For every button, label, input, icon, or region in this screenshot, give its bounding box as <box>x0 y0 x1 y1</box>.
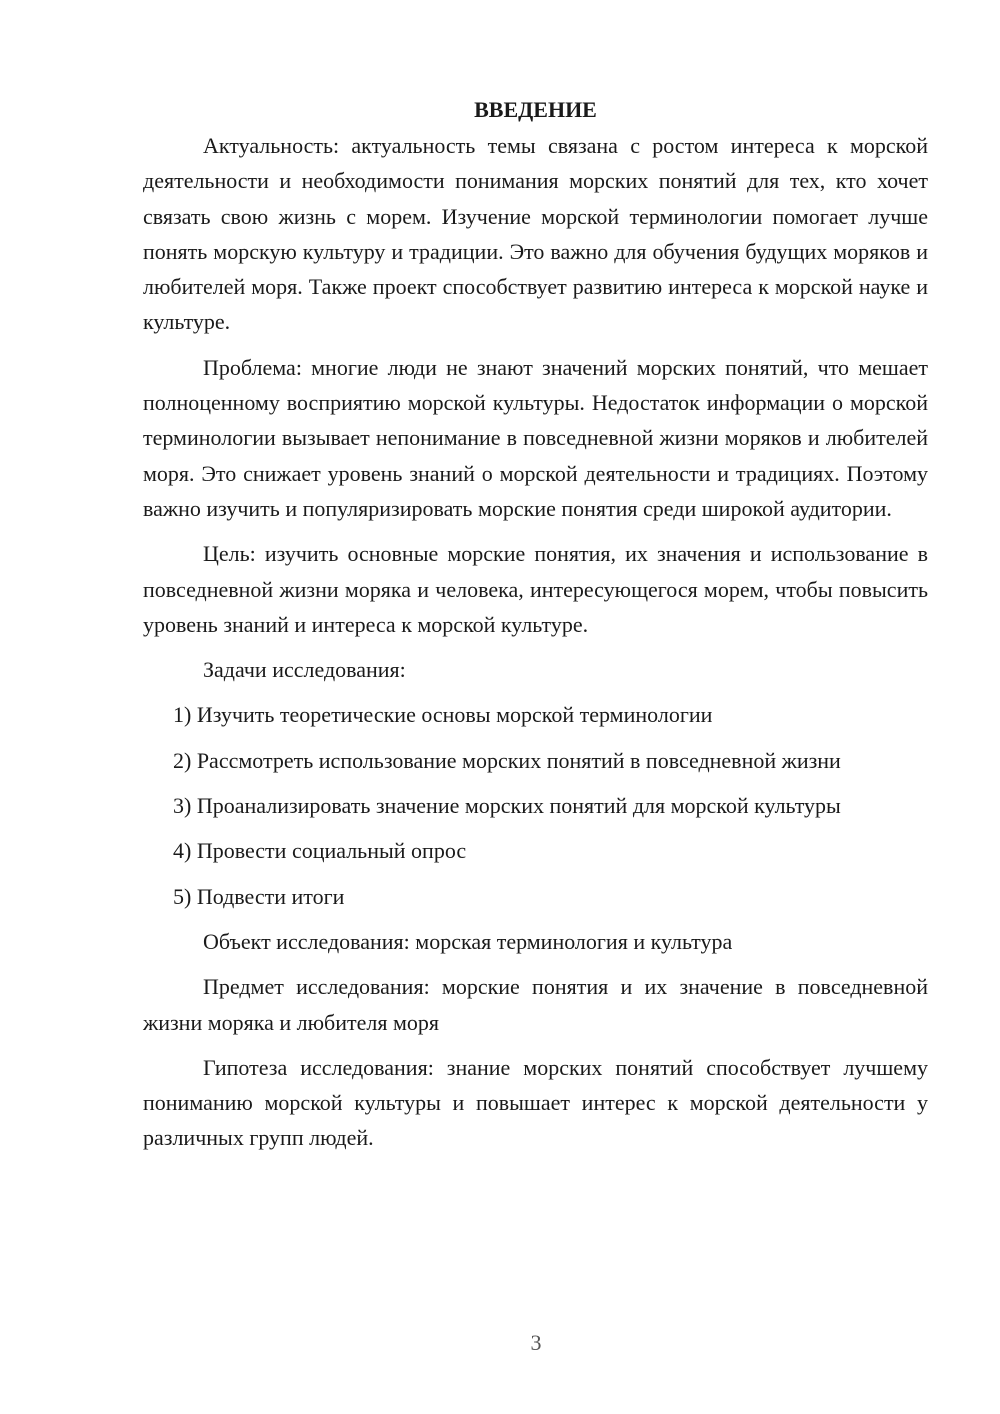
page-number: 3 <box>530 1330 542 1355</box>
paragraph-goal: Цель: изучить основные морские понятия, их значения и использование в повседневной жизни моряка и человека, интересующегося морем, чтобы повысить уровень знаний и интереса к морской культуре. <box>143 541 928 637</box>
list-item: 3) Проанализировать значение морских понятий для морской культуры <box>173 793 841 819</box>
list-item: 4) Провести социальный опрос <box>173 838 467 864</box>
tasks-heading: Задачи исследования: <box>203 657 406 683</box>
list-item: 5) Подвести итоги <box>173 883 345 909</box>
paragraph-relevance: Актуальность: актуальность темы связана с ростом интереса к морской деятельности и необходимости понимания морских понятий для тех, кто хочет связать свою жизнь с морем. Изучение морской терминологии помогает лучше понять морскую культуру и традиции. Это важно для обучения будущих моряков и любителей моря. Также проект способствует развитию интереса к морской науке и культуре. <box>143 133 928 335</box>
paragraph-problem: Проблема: многие люди не знают значений морских понятий, что мешает полноценному восприятию морской культуры. Недостаток информации о морской терминологии вызывает непонимание в повседневной жизни моряков и любителей моря. Это снижает уровень знаний о морской деятельности и традициях. Поэтому важно изучить и популяризировать морские понятия среди широкой аудитории. <box>143 354 928 521</box>
page-content <box>143 92 928 1156</box>
paragraph-subject: Предмет исследования: морские понятия и их значение в повседневной жизни моряка и любителя моря <box>143 974 928 1035</box>
list-item: 2) Рассмотреть использование морских понятий в повседневной жизни <box>173 747 841 773</box>
page-title: ВВЕДЕНИЕ <box>474 97 597 122</box>
paragraph-hypothesis: Гипотеза исследования: знание морских понятий способствует лучшему пониманию морской культуры и повышает интерес к морской деятельности у различных групп людей. <box>143 1054 928 1151</box>
paragraph-object: Объект исследования: морская терминология и культура <box>203 928 733 954</box>
list-item: 1) Изучить теоретические основы морской терминологии <box>173 702 713 728</box>
